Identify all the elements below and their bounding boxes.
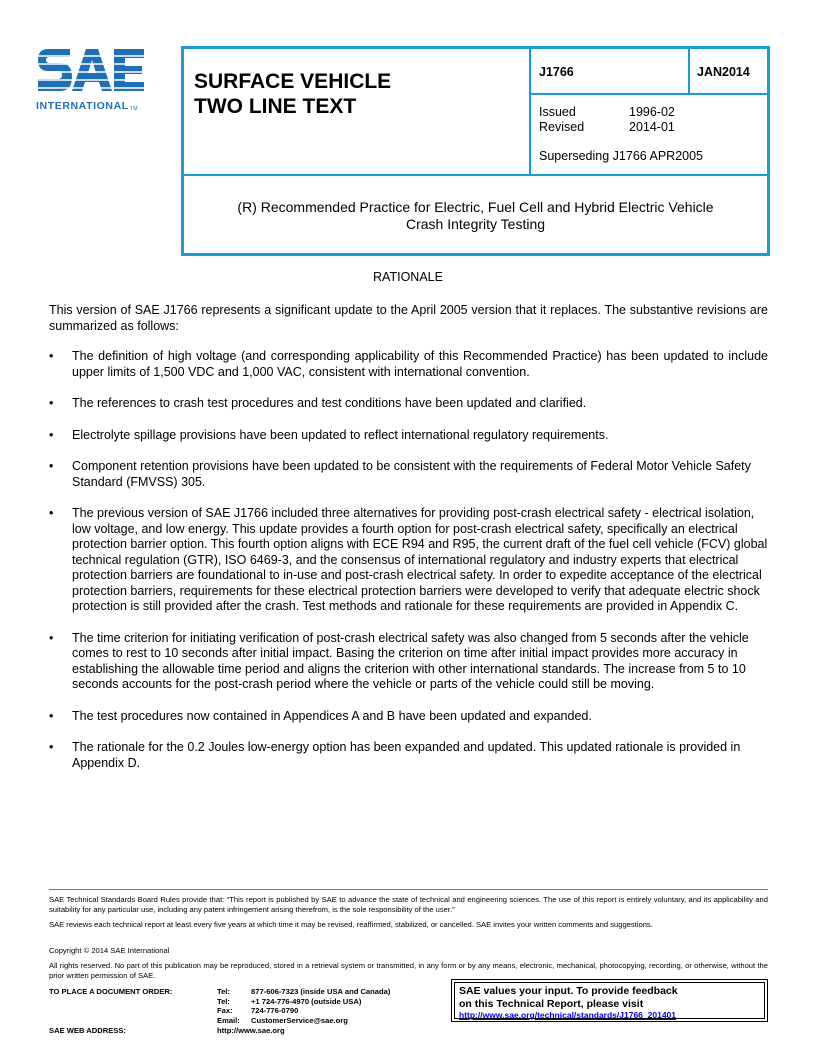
bullet-icon: • (49, 630, 54, 645)
list-item: • Electrolyte spillage provisions have been updated to reflect international regulatory requirements. (49, 427, 609, 442)
tel2-label: Tel: (217, 997, 230, 1006)
divider (529, 49, 531, 174)
document-title (194, 199, 757, 233)
logo-wordmark: INTERNATIONALTM (36, 100, 139, 112)
tel1-label: Tel: (217, 987, 230, 996)
issued-label: Issued (539, 105, 576, 119)
doc-number: J1766 (539, 65, 574, 79)
doc-type (194, 69, 391, 119)
bullet-icon: • (49, 349, 54, 363)
revision-list (49, 349, 768, 787)
sae-logo (36, 45, 156, 115)
feedback-box (451, 979, 768, 1022)
list-item: • The references to crash test procedures and test conditions have been updated and clarified. (49, 396, 587, 410)
board-rules-text: SAE Technical Standards Board Rules provide that: “This report is published by SAE to advance the state of technical and engineering sciences. The use of this report is entirely voluntary, and its applicability and suitability for any particular use, including any patent infringement arising therefrom, is the sole responsibility of the user.” (49, 895, 768, 914)
fax-value: 724-776-0790 (251, 1006, 299, 1015)
tel2-value: +1 724-776-4970 (outside USA) (251, 997, 362, 1006)
issued-value: 1996-02 (629, 105, 675, 119)
feedback-line-2: on this Technical Report, please visit (459, 997, 644, 1010)
header-top (184, 49, 767, 174)
rights-text: All rights reserved. No part of this publication may be reproduced, stored in a retrieval system or transmitted, in any form or by any means, electronic, mechanical, photocopying, recording, or otherwise, without the prior written permission of SAE. (49, 961, 768, 980)
review-text: SAE reviews each technical report at least every five years at which time it may be revised, reaffirmed, stabilized, or cancelled. SAE invites your written comments and suggestions. (49, 920, 653, 929)
list-item: • The time criterion for initiating verification of post-crash electrical safety was also changed from 5 seconds after the vehicle comes to rest to 10 seconds after initial impact. Basing the criterion on time after initial impact provides more accuracy in establishing the allowable time period and aligns the criterion with other international standards. The increase from 5 to 10 seconds accounts for the post-crash period where the vehicle or parts of the vehicle could still be moving. (49, 630, 749, 691)
web-address-link[interactable]: http://www.sae.org (217, 1026, 285, 1035)
doc-type-line-2: TWO LINE TEXT (194, 95, 357, 118)
bullet-icon: • (49, 506, 54, 520)
order-label: TO PLACE A DOCUMENT ORDER: (49, 987, 173, 996)
divider (184, 174, 767, 176)
email-label: Email: (217, 1016, 240, 1025)
fax-label: Fax: (217, 1006, 233, 1015)
revised-value: 2014-01 (629, 120, 675, 134)
list-item: • The test procedures now contained in Appendices A and B have been updated and expanded. (49, 708, 592, 723)
feedback-link[interactable]: http://www.sae.org/technical/standards/J1766_201401 (459, 1010, 676, 1020)
doc-type-line-1: SURFACE VEHICLE (194, 70, 392, 93)
superseding: Superseding J1766 APR2005 (539, 149, 704, 163)
divider (688, 49, 690, 93)
bullet-icon: • (49, 459, 54, 473)
bullet-icon: • (49, 740, 54, 754)
web-address-label: SAE WEB ADDRESS: (49, 1026, 126, 1035)
rationale-heading: RATIONALE (373, 270, 443, 284)
title-line-2: Crash Integrity Testing (405, 216, 546, 232)
feedback-inner (454, 982, 765, 1019)
tel1-value: 877-606-7323 (inside USA and Canada) (251, 987, 391, 996)
copyright-text: Copyright © 2014 SAE International (49, 946, 170, 955)
list-item: • The definition of high voltage (and corresponding applicability of this Recommended Practice) has been updated to include upper limits of 1,500 VDC and 1,000 VAC, consistent with international convention. (49, 349, 768, 379)
email-value[interactable]: CustomerService@sae.org (251, 1016, 348, 1025)
intro-paragraph: This version of SAE J1766 represents a significant update to the April 2005 version that it replaces. The substantive revisions are summarized as follows: (49, 303, 768, 333)
list-item: • Component retention provisions have been updated to be consistent with the requirements of Federal Motor Vehicle Safety Standard (FMVSS) 305. (49, 459, 751, 489)
title-line-1: (R) Recommended Practice for Electric, Fuel Cell and Hybrid Electric Vehicle (237, 199, 714, 215)
bullet-icon: • (49, 396, 54, 410)
bullet-icon: • (49, 708, 54, 723)
header-box (181, 46, 770, 256)
bullet-icon: • (49, 427, 54, 442)
footer-divider (49, 889, 768, 890)
feedback-line-1: SAE values your input. To provide feedback (459, 985, 678, 997)
revised-label: Revised (539, 120, 585, 134)
divider (531, 93, 767, 95)
list-item: • The rationale for the 0.2 Joules low-energy option has been expanded and updated. This updated rationale is provided in Appendix D. (49, 740, 741, 770)
doc-date: JAN2014 (697, 65, 750, 79)
list-item: • The previous version of SAE J1766 included three alternatives for providing post-crash electrical safety - electrical isolation, low voltage, and low energy. This update provides a fourth option for post-crash electrical safety, specifically an electrical protection barrier option. This fourth option aligns with ECE R94 and R95, the current draft of the fuel cell vehicle (FCV) global technical regulation (GTR), ISO 6469-3, and the consensus of international regulatory and industry experts that electrical protection barriers are foundational to in-use and post-crash electrical safety. In order to expedite acceptance of the electrical protection barriers, requirements for these electrical protection barriers were developed to verify that adequate electric shock protection is still provided after the crash. Test methods and rationale for these requirements are provided in Appendix C. (49, 506, 768, 613)
sae-logo-icon (36, 45, 146, 95)
